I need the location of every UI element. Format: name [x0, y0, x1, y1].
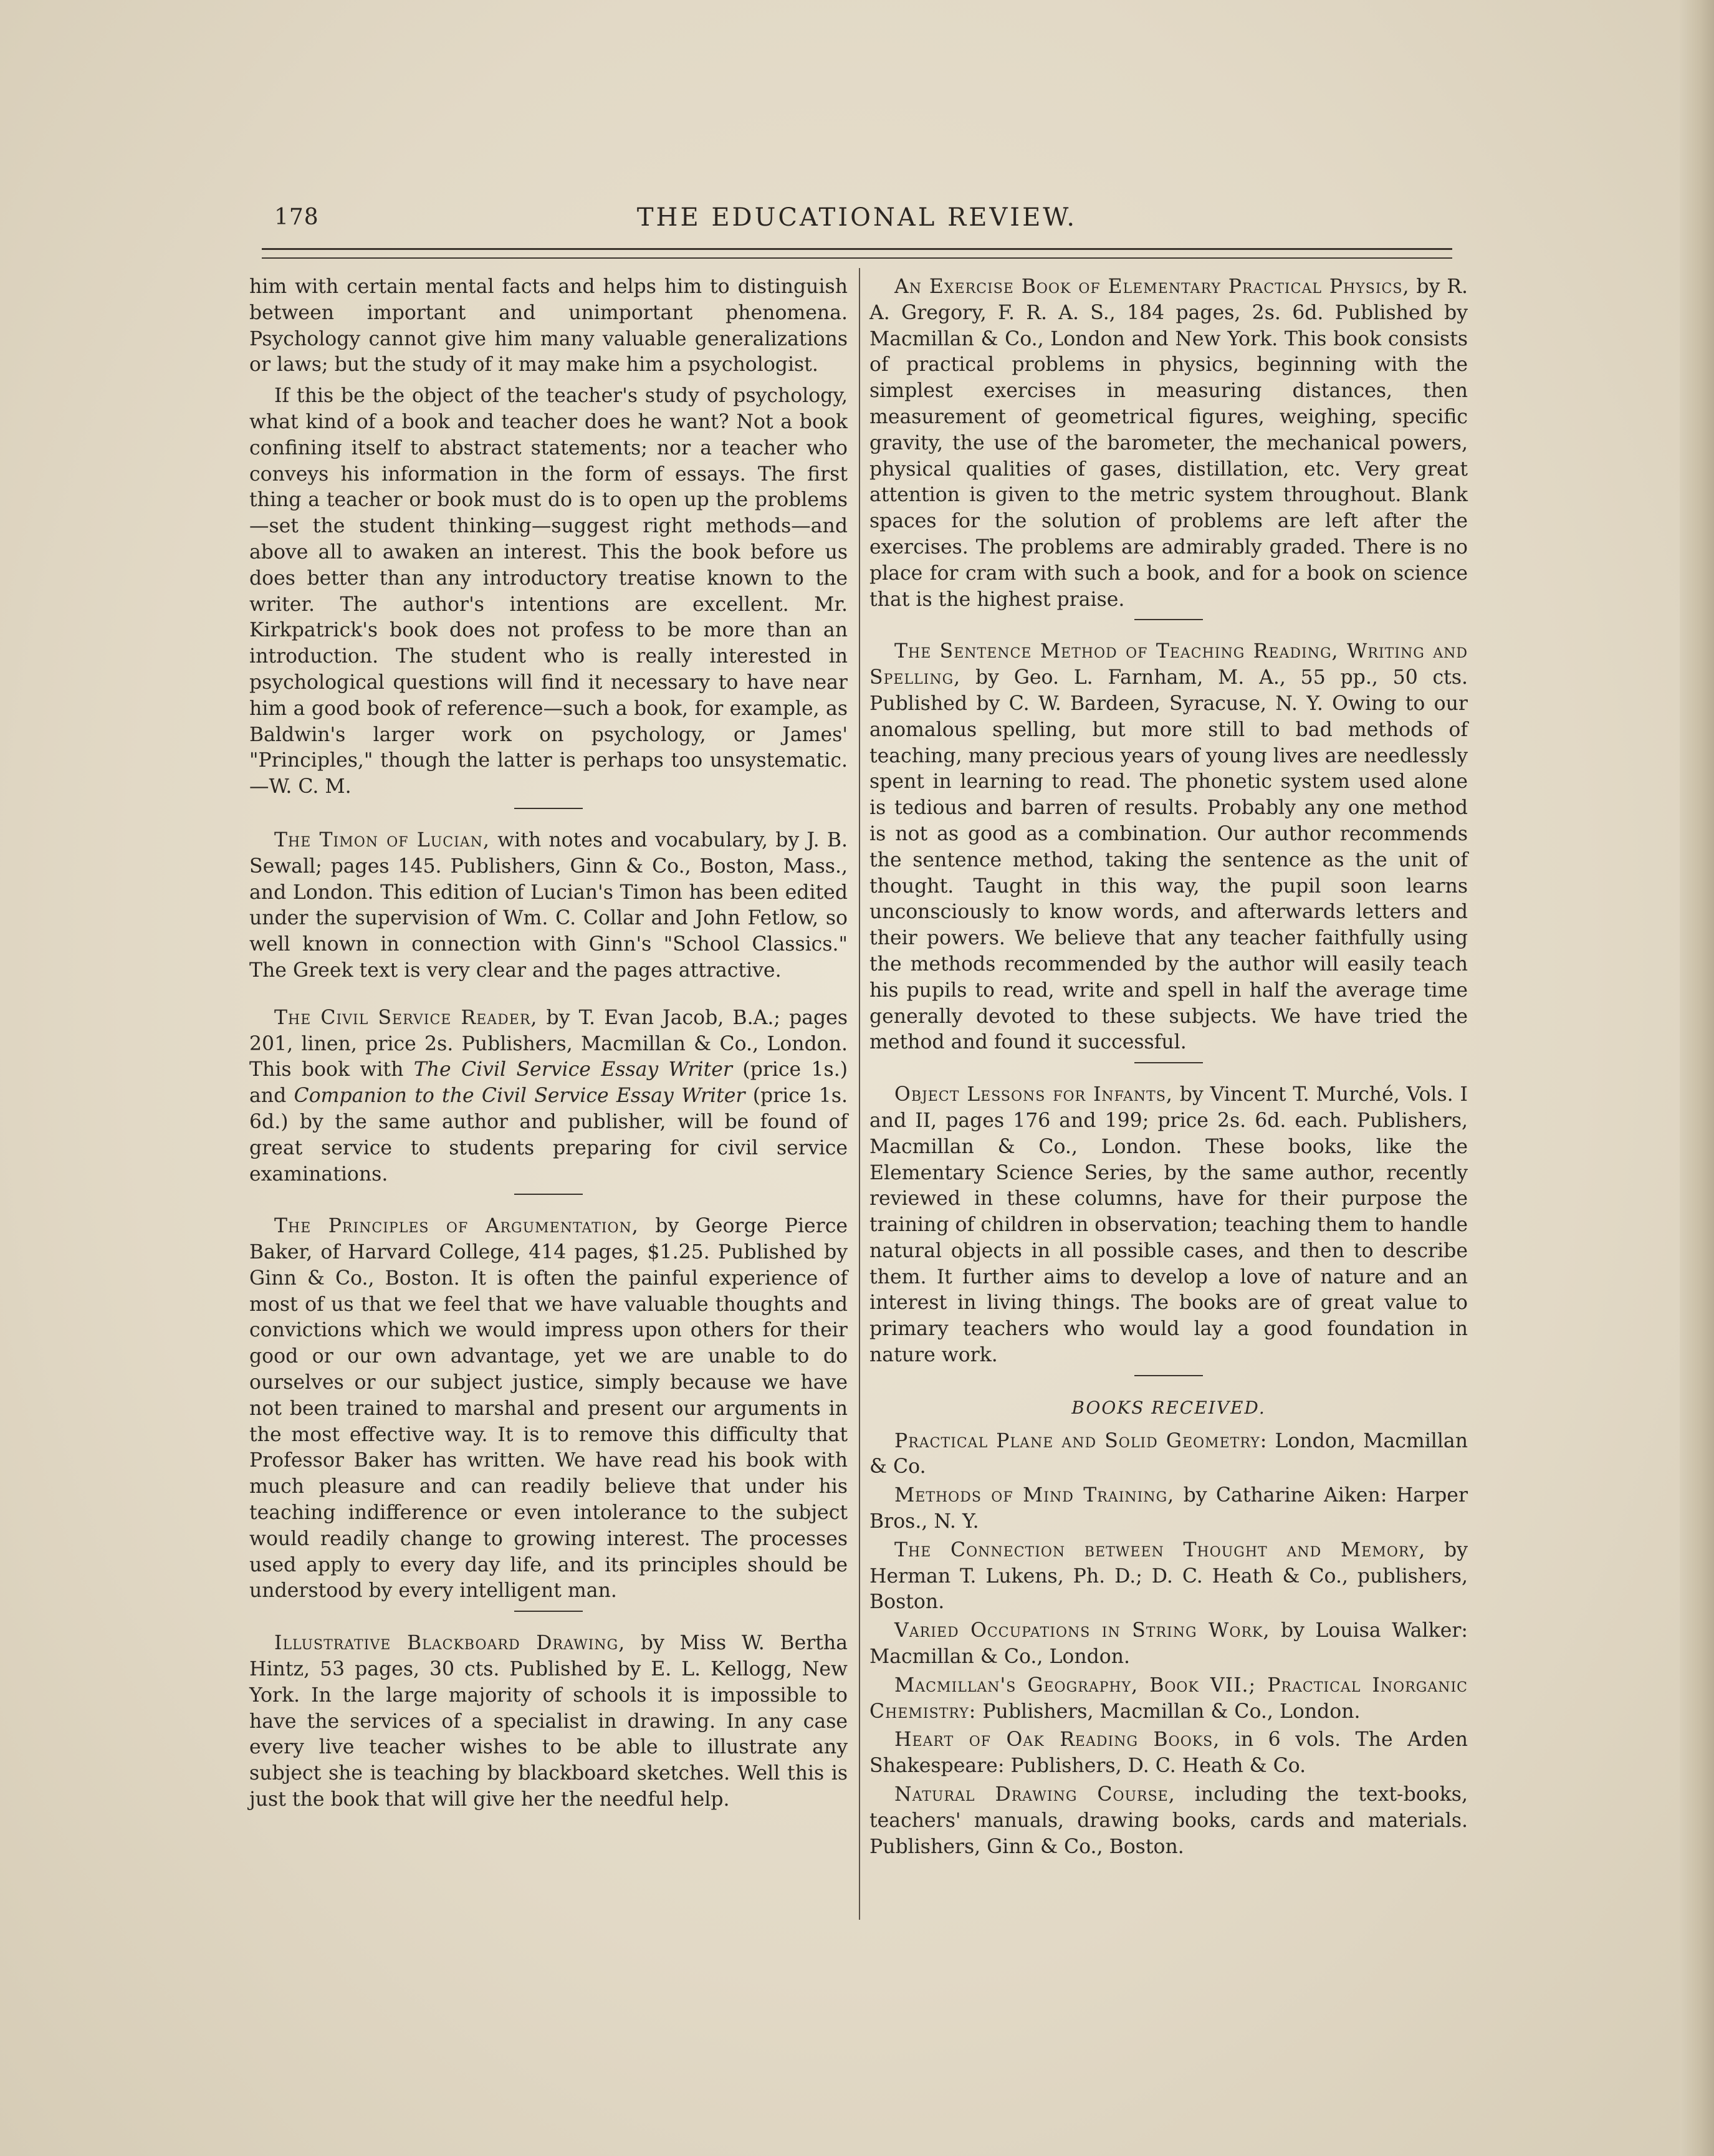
list-item — [869, 1483, 1468, 1535]
review-physics — [869, 274, 1468, 613]
review-body: (price 1s. 6d.) by the same author and publisher, will be found of great service to students preparing for civil service examinations. — [249, 1085, 848, 1186]
review-title: Illustrative Blackboard Drawing, — [274, 1632, 626, 1655]
book-title: Natural Drawing Course, — [894, 1783, 1175, 1806]
list-item — [869, 1429, 1468, 1481]
book-details: in 6 vols. The Arden Shakespeare: Publishers, D. C. Heath & Co. — [869, 1728, 1468, 1778]
left-column — [249, 274, 848, 1834]
continued-paragraph: him with certain mental facts and helps him to distinguish between important and unimportant phenomena. Psychology cannot give him many valuable generalizations or laws; but the study of it may make him a psychologist. — [249, 275, 848, 376]
book-title: Macmillan's Geography, Book VII.; Practical Inorganic Chemistry: — [869, 1674, 1468, 1723]
review-title: The Civil Service Reader, — [274, 1006, 538, 1029]
section-rule — [1134, 1062, 1203, 1063]
list-item — [869, 1618, 1468, 1670]
page-edge-shadow — [1680, 0, 1714, 2156]
section-rule — [514, 1611, 583, 1612]
header-double-rule — [262, 248, 1452, 259]
book-title-italic: The Civil Service Essay Writer — [413, 1058, 732, 1081]
review-blackboard-drawing — [249, 1631, 848, 1813]
list-item — [869, 1538, 1468, 1616]
page-header — [262, 201, 1452, 238]
review-body: by Geo. L. Farnham, M. A., 55 pp., 50 cts. Published by C. W. Bardeen, Syracuse, N. Y. Owing to our anomalous spelling, but more still to bad methods of teaching, many precious years of young lives are needlessly spent in learning to read. The phonetic system used alone is tedious and barren of results. Probably any one method is not as good as a combination. Our author recommends the sentence method, taking the sentence as the unit of thought. Taught in this way, the pupil soon learns unconsciously to know words, and afterwards letters and their powers. We believe that any teacher faithfully using the methods recommended by the author will easily teach his pupils to read, write and spell in half the average time generally devoted to these subjects. We have tried the method and found it successful. — [869, 666, 1468, 1054]
book-details: by Herman T. Lukens, Ph. D.; D. C. Heath & Co., publishers, Boston. — [869, 1538, 1468, 1614]
column-divider — [859, 268, 860, 1920]
running-title: THE EDUCATIONAL REVIEW. — [636, 203, 1078, 232]
right-column — [869, 274, 1468, 1862]
book-title: Methods of Mind Training, — [894, 1484, 1175, 1507]
review-title: The Sentence Method of Teaching Reading, Writing and Spelling, — [869, 640, 1468, 689]
review-title: The Timon of Lucian, — [274, 828, 490, 851]
book-title: The Connection between Thought and Memory, — [894, 1538, 1426, 1561]
review-argumentation — [249, 1214, 848, 1604]
review-body: with notes and vocabulary, by J. B. Sewall; pages 145. Publishers, Ginn & Co., Boston, Mass., and London. This edition of Lucian's Timon has been edited under the supervision of Wm. C. Collar and John Fetlow, so well known in connection with Ginn's "School Classics." The Greek text is very clear and the pages attractive. — [249, 828, 848, 982]
book-details: by Catharine Aiken: Harper Bros., N. Y. — [869, 1484, 1468, 1533]
book-title: Varied Occupations in String Work, — [894, 1619, 1270, 1642]
review-body: by George Pierce Baker, of Harvard College, 414 pages, $1.25. Published by Ginn & Co., Boston. It is often the painful experience of most of us that we feel that we have valuable thoughts and convictions which we would impress upon others for their good or our own advantage, yet we are unable to do ourselves or our subject justice, simply because we have not been trained to marshal and present our arguments in the most effective way. It is to remove this difficulty that Professor Baker has written. We have read his book with much pleasure and can readily believe that under his teaching indifference or even intolerance to the subject would readily change to growing interest. The processes used apply to every day life, and its principles should be understood by every intelligent man. — [249, 1215, 848, 1603]
books-received-heading: BOOKS RECEIVED. — [1071, 1397, 1266, 1418]
page-number: 178 — [274, 204, 319, 230]
book-details: including the text-books, teachers' manuals, drawing books, cards and materials. Publishers, Ginn & Co., Boston. — [869, 1783, 1468, 1858]
review-body: by Vincent T. Murché, Vols. I and II, pages 176 and 199; price 2s. 6d. each. Publishers, Macmillan & Co., London. These books, like the Elementary Science Series, by the same author, recently reviewed in these columns, have for their purpose the training of children in observation; teaching them to handle natural objects in all possible cases, and then to describe them. It further aims to develop a love of nature and an interest in living things. The books are of great value to primary teachers who would lay a good foundation in nature work. — [869, 1083, 1468, 1367]
review-title: An Exercise Book of Elementary Practical Physics, — [894, 275, 1410, 298]
review-body: by T. Evan Jacob, B.A.; pages 201, linen, price 2s. Publishers, Macmillan & Co., London. This book with — [249, 1006, 848, 1081]
review-body: by Miss W. Bertha Hintz, 53 pages, 30 cts. Published by E. L. Kellogg, New York. In the large majority of schools it is impossible to have the services of a specialist in drawing. In any case every live teacher wishes to be able to illustrate any subject she is teaching by blackboard sketches. Well this is just the book that will give her the needful help. — [249, 1632, 848, 1811]
book-title: Heart of Oak Reading Books, — [894, 1728, 1220, 1751]
book-details: London, Macmillan & Co. — [869, 1429, 1468, 1478]
psychology-paragraph: If this be the object of the teacher's study of psychology, what kind of a book and teacher does he want? Not a book confining itself to abstract statements; nor a teacher who conveys his information in the form of essays. The first thing a teacher or book must do is to open up the problems—set the student thinking—suggest right methods—and above all to awaken an interest. This the book before us does better than any introductory treatise known to the writer. The author's intentions are excellent. Mr. Kirkpatrick's book does not profess to be more than an introduction. The student who is really interested in psychological questions will find it necessary to have near him a good book of reference—such a book, for example, as Baldwin's larger work on psychology, or James' "Principles," though the latter is perhaps too unsystematic.—W. C. M. — [249, 385, 848, 798]
list-item — [869, 1782, 1468, 1860]
book-details: Publishers, Macmillan & Co., London. — [982, 1700, 1361, 1723]
review-timon — [249, 828, 848, 984]
book-title: Practical Plane and Solid Geometry: — [894, 1429, 1268, 1452]
book-title-italic: Companion to the Civil Service Essay Writer — [294, 1085, 745, 1108]
review-title: The Principles of Argumentation, — [274, 1215, 639, 1238]
review-title: Object Lessons for Infants, — [894, 1083, 1173, 1106]
section-rule — [1134, 619, 1203, 620]
section-rule — [514, 1194, 583, 1195]
list-item — [869, 1673, 1468, 1725]
review-body: (price 1s.) and — [249, 1058, 848, 1108]
review-body: by R. A. Gregory, F. R. A. S., 184 pages, 2s. 6d. Published by Macmillan & Co., London and New York. This book consists of practical problems in physics, beginning with the simplest exercises in measuring distances, then measurement of geometrical figures, weighing, specific gravity, the use of the barometer, the mechanical powers, physical qualities of gases, distillation, etc. Very great attention is given to the metric system throughout. Blank spaces for the solution of problems are left after the exercises. The problems are admirably graded. There is no place for cram with such a book, and for a book on science that is the highest praise. — [869, 275, 1468, 611]
books-received-list — [869, 1429, 1468, 1861]
review-object-lessons — [869, 1082, 1468, 1369]
review-sentence-method — [869, 639, 1468, 1056]
review-civil-service — [249, 1005, 848, 1188]
book-details: by Louisa Walker: Macmillan & Co., London. — [869, 1619, 1468, 1669]
list-item — [869, 1727, 1468, 1780]
section-rule — [514, 808, 583, 809]
section-rule — [1134, 1375, 1203, 1376]
